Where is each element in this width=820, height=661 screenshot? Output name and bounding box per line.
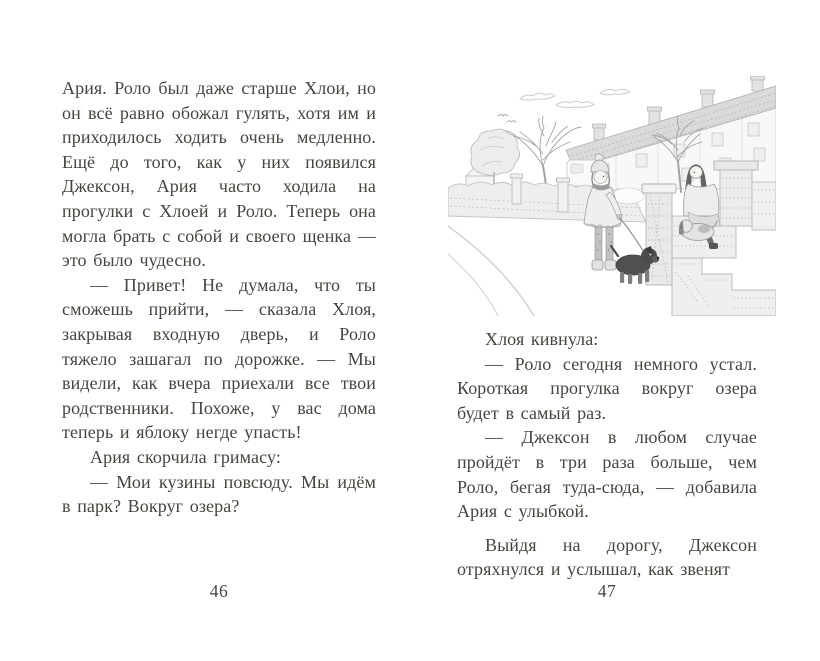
paragraph: Ария. Роло был даже старше Хлои, но он всё равно обожал гулять, хотя им и приходилось ходить очень медленно. Ещё до того, как у них появился Джексон, Ария часто ходила на прогулки с Хлоей и Роло. Теперь она могла брать с собой и своего щенка — это было чудесно. [62,78,376,271]
page-number-left: 46 [209,581,229,601]
page-right-text [457,327,757,582]
paragraph: — Привет! Не думала, что ты сможешь прийти, — сказала Хлоя, закрывая входную дверь, и Роло тяжело зашагал по дорожке. — Мы видели, как вчера приехали все твои родственники. Похоже, у вас дома теперь и яблоку негде упасть! [62,274,376,443]
paragraph: Ария скорчила гримасу: [90,446,281,467]
pencil-sketch [448,76,776,316]
legs [595,227,613,260]
paragraph: Выйдя на дорогу, Джексон отряхнулся и услышал, как звенят [457,534,757,580]
birds-icon [498,115,516,123]
road [448,226,534,316]
sky [498,89,630,122]
paragraph: — Мои кузины повсюду. Мы идём в парк? Вокруг озера? [62,471,376,517]
paragraph: Хлоя кивнула: [485,329,599,349]
page-left-text [62,76,376,519]
page-number-right: 47 [597,581,617,601]
illustration [448,76,776,316]
leash [619,217,645,254]
paragraph: — Роло сегодня немного устал. Короткая прогулка вокруг озера будет в самый раз. [457,353,757,423]
paragraph: — Джексон в любом случае пройдёт в три раза больше, чем Роло, бегая туда-сюда, — добавила Ария с улыбкой. [457,427,757,522]
